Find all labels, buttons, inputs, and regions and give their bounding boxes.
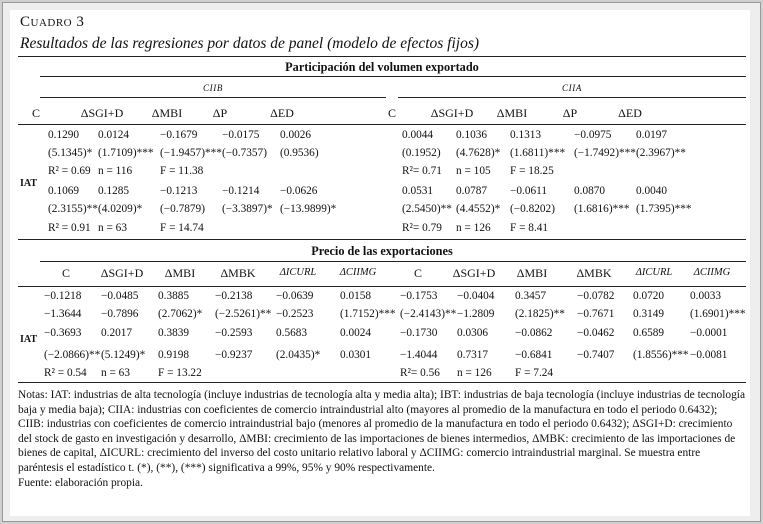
rule (398, 97, 746, 98)
table-cell: F = 11.38 (160, 165, 204, 177)
table-cell: (0.1952) (402, 147, 441, 159)
section1-heading: Participación del volumen exportado (285, 60, 479, 74)
section2-heading: Precio de las exportaciones (311, 244, 453, 258)
table-cell: 0.3149 (633, 308, 665, 320)
table-cell: n = 126 (457, 367, 492, 379)
table-cell: (1.7395)*** (636, 203, 692, 215)
row-label-iat: IAT (20, 178, 38, 189)
column-header: ΔSGI+D (452, 266, 496, 280)
table-cell: 0.0306 (457, 327, 489, 339)
table-cell: −0.0611 (510, 185, 548, 197)
table-cell: −1.3644 (44, 308, 82, 320)
table-cell: 0.1036 (456, 129, 488, 141)
table-cell: R² = 0.69 (48, 165, 91, 177)
table-notes (18, 388, 746, 490)
table-cell: n = 63 (101, 367, 130, 379)
table-cell: −0.0001 (690, 327, 728, 339)
table-cell: F = 8.41 (510, 222, 549, 234)
column-header: ΔCIIMG (339, 267, 377, 278)
table-cell: 0.9198 (158, 349, 190, 361)
table-cell: 0.1069 (48, 185, 80, 197)
table-cell: −0.1214 (222, 185, 260, 197)
column-header: ΔCIIMG (693, 267, 731, 278)
table-cell: 0.0124 (98, 129, 130, 141)
table-cell: R² = 0.91 (48, 222, 91, 234)
table-cell: (−13.9899)* (280, 203, 337, 215)
table-cell: (−0.8202) (510, 203, 555, 215)
table-cell: (2.1825)** (515, 308, 565, 320)
table-cell: −0.0862 (515, 327, 553, 339)
table-caption: Cuadro 3 (20, 14, 85, 30)
table-cell: −0.0639 (276, 290, 314, 302)
table-cell: (−1.9457)*** (160, 147, 222, 159)
table-cell: 0.0787 (456, 185, 488, 197)
column-header: C (61, 266, 70, 280)
table-cell: R²= 0.56 (400, 367, 440, 379)
table-cell: −0.0175 (222, 129, 260, 141)
table-cell: (2.5450)** (402, 203, 452, 215)
table-cell: (−0.7879) (160, 203, 205, 215)
table-cell: 0.0197 (636, 129, 668, 141)
notes-text: Notas: IAT: industrias de alta tecnología (incluye industrias de tecnología alta y media alta); IBT: industrias de baja tecnología (incluye industrias de tecnología baja y media baja); CIIA: industrias con coeficientes de comercio intraindustrial alto (mayores al promedio de la manufactura en todo el periodo 0.6432); CIIB: industrias con coeficientes de comercio intraindustrial bajo (menores al promedio de la manufactura en todo el periodo 0.6432); ΔSGI+D: crecimiento del stock de gasto en investigación y desarrollo, ΔMBI: crecimiento de las importaciones de bienes intermedios, ΔMBK: crecimiento de las importaciones de bienes de capital, ΔICURL: crecimiento del inverso del costo unitario relativo laboral y ΔCIIMG: comercio intraindustrial marginal. Se muestra entre paréntesis el estadístico t. (*), (**), (***) significativa a 99%, 95% y 90% respectivamente. (18, 389, 746, 474)
column-header: ΔMBI (151, 106, 183, 120)
table-cell: 0.0870 (574, 185, 606, 197)
table-cell: −0.1218 (44, 290, 82, 302)
table-cell: (1.6811)*** (510, 147, 566, 159)
table-cell: −0.7671 (577, 308, 615, 320)
column-header: ΔMBK (576, 266, 612, 280)
table-cell: 0.0033 (690, 290, 722, 302)
group-ciia: CIIA (562, 83, 582, 93)
table-cell: −0.0081 (690, 349, 728, 361)
table-cell: (2.7062)* (158, 308, 203, 320)
table-cell: 0.0040 (636, 185, 668, 197)
table-cell: −0.1753 (400, 290, 438, 302)
table-cell: (4.7628)* (456, 147, 501, 159)
table-cell: (−2.4143)** (400, 308, 457, 320)
table-cell: 0.7317 (457, 349, 489, 361)
table-cell: −0.1679 (160, 129, 198, 141)
table-title: Resultados de las regresiones por datos de panel (modelo de efectos fijos) (20, 35, 480, 52)
rule (18, 124, 746, 125)
rule (18, 286, 746, 287)
table-cell: (1.8556)*** (633, 349, 689, 361)
table-cell: 0.1285 (98, 185, 130, 197)
table-cell: −0.0782 (577, 290, 615, 302)
table-cell: n = 126 (456, 222, 491, 234)
row-label-iat: IAT (20, 334, 38, 345)
table-cell: −0.2523 (276, 308, 314, 320)
table-cell: R² = 0.54 (44, 367, 87, 379)
column-header: C (31, 106, 40, 120)
table-cell: 0.5683 (276, 327, 308, 339)
column-header: ΔMBI (164, 266, 196, 280)
column-header: C (387, 106, 396, 120)
rule (40, 76, 746, 77)
table-cell: −0.0485 (101, 290, 139, 302)
source-text: Fuente: elaboración propia. (18, 476, 143, 489)
table-cell: −0.0975 (574, 129, 612, 141)
column-header: ΔP (212, 106, 228, 120)
table-cell: −0.0462 (577, 327, 615, 339)
table-cell: 0.1290 (48, 129, 80, 141)
table-cell: 0.0024 (340, 327, 372, 339)
table-cell: (−2.0866)** (44, 349, 101, 361)
table-cell: (1.7152)*** (340, 308, 396, 320)
table-cell: F = 18.25 (510, 165, 554, 177)
table-cell: −0.2138 (215, 290, 253, 302)
rule (18, 382, 746, 383)
column-header: ΔSGI+D (80, 106, 124, 120)
table-cell: 0.0158 (340, 290, 372, 302)
table-cell: 0.0026 (280, 129, 312, 141)
column-header: ΔMBK (220, 266, 256, 280)
table-cell: −0.1213 (160, 185, 198, 197)
table-cell: 0.0720 (633, 290, 665, 302)
table-cell: 0.3885 (158, 290, 190, 302)
table-cell: 0.3457 (515, 290, 547, 302)
table-cell: (−2.5261)** (215, 308, 272, 320)
table-cell: 0.1313 (510, 129, 542, 141)
column-header: ΔMBI (516, 266, 548, 280)
table-cell: (−3.3897)* (222, 203, 273, 215)
table-cell: −0.9237 (215, 349, 253, 361)
table-cell: −0.0626 (280, 185, 318, 197)
table-cell: F = 14.74 (160, 222, 204, 234)
table-cell: −0.7407 (577, 349, 615, 361)
table-cell: 0.3839 (158, 327, 190, 339)
table-cell: R²= 0.71 (402, 165, 442, 177)
table-cell: −0.3693 (44, 327, 82, 339)
table-cell: R²= 0.79 (402, 222, 442, 234)
table-cell: 0.0531 (402, 185, 434, 197)
column-header: ΔSGI+D (100, 266, 144, 280)
table-cell: (5.1345)* (48, 147, 93, 159)
rule (18, 239, 746, 240)
table-cell: (4.0209)* (98, 203, 143, 215)
column-header: C (413, 266, 422, 280)
table-cell: −1.2809 (457, 308, 495, 320)
table-cell: (0.9536) (280, 147, 319, 159)
table-cell: (5.1249)* (101, 349, 146, 361)
table-cell: −0.0404 (457, 290, 495, 302)
table-cell: −0.2593 (215, 327, 253, 339)
table-cell: (−0.7357) (222, 147, 267, 159)
table-cell: 0.0044 (402, 129, 434, 141)
table-cell: (1.7109)*** (98, 147, 154, 159)
column-header: ΔICURL (635, 267, 673, 278)
table-cell: n = 105 (456, 165, 491, 177)
table-cell: (2.3155)** (48, 203, 98, 215)
column-header: ΔED (270, 106, 294, 120)
table-cell: F = 13.22 (158, 367, 202, 379)
column-header: ΔICURL (279, 267, 317, 278)
table-cell: n = 116 (98, 165, 133, 177)
rule (40, 261, 746, 262)
rule (18, 56, 746, 57)
rule (40, 97, 386, 98)
column-header: ΔED (618, 106, 642, 120)
table-cell: −0.7896 (101, 308, 139, 320)
column-header: ΔMBI (496, 106, 528, 120)
column-header: ΔSGI+D (430, 106, 474, 120)
table-cell: (−1.7492)*** (574, 147, 636, 159)
table-cell: 0.0301 (340, 349, 372, 361)
table-cell: F = 7.24 (515, 367, 554, 379)
table-cell: −0.1730 (400, 327, 438, 339)
table-cell: (1.6901)*** (690, 308, 746, 320)
table-cell: (4.4552)* (456, 203, 501, 215)
table-cell: (2.3967)** (636, 147, 686, 159)
table-cell: n = 63 (98, 222, 127, 234)
column-header: ΔP (562, 106, 578, 120)
table-cell: (1.6816)*** (574, 203, 630, 215)
table-cell: (2.0435)* (276, 349, 321, 361)
table-cell: 0.6589 (633, 327, 665, 339)
table-cell: −1.4044 (400, 349, 438, 361)
table-cell: 0.2017 (101, 327, 133, 339)
group-ciib: CIIB (203, 83, 223, 93)
table-cell: −0.6841 (515, 349, 553, 361)
